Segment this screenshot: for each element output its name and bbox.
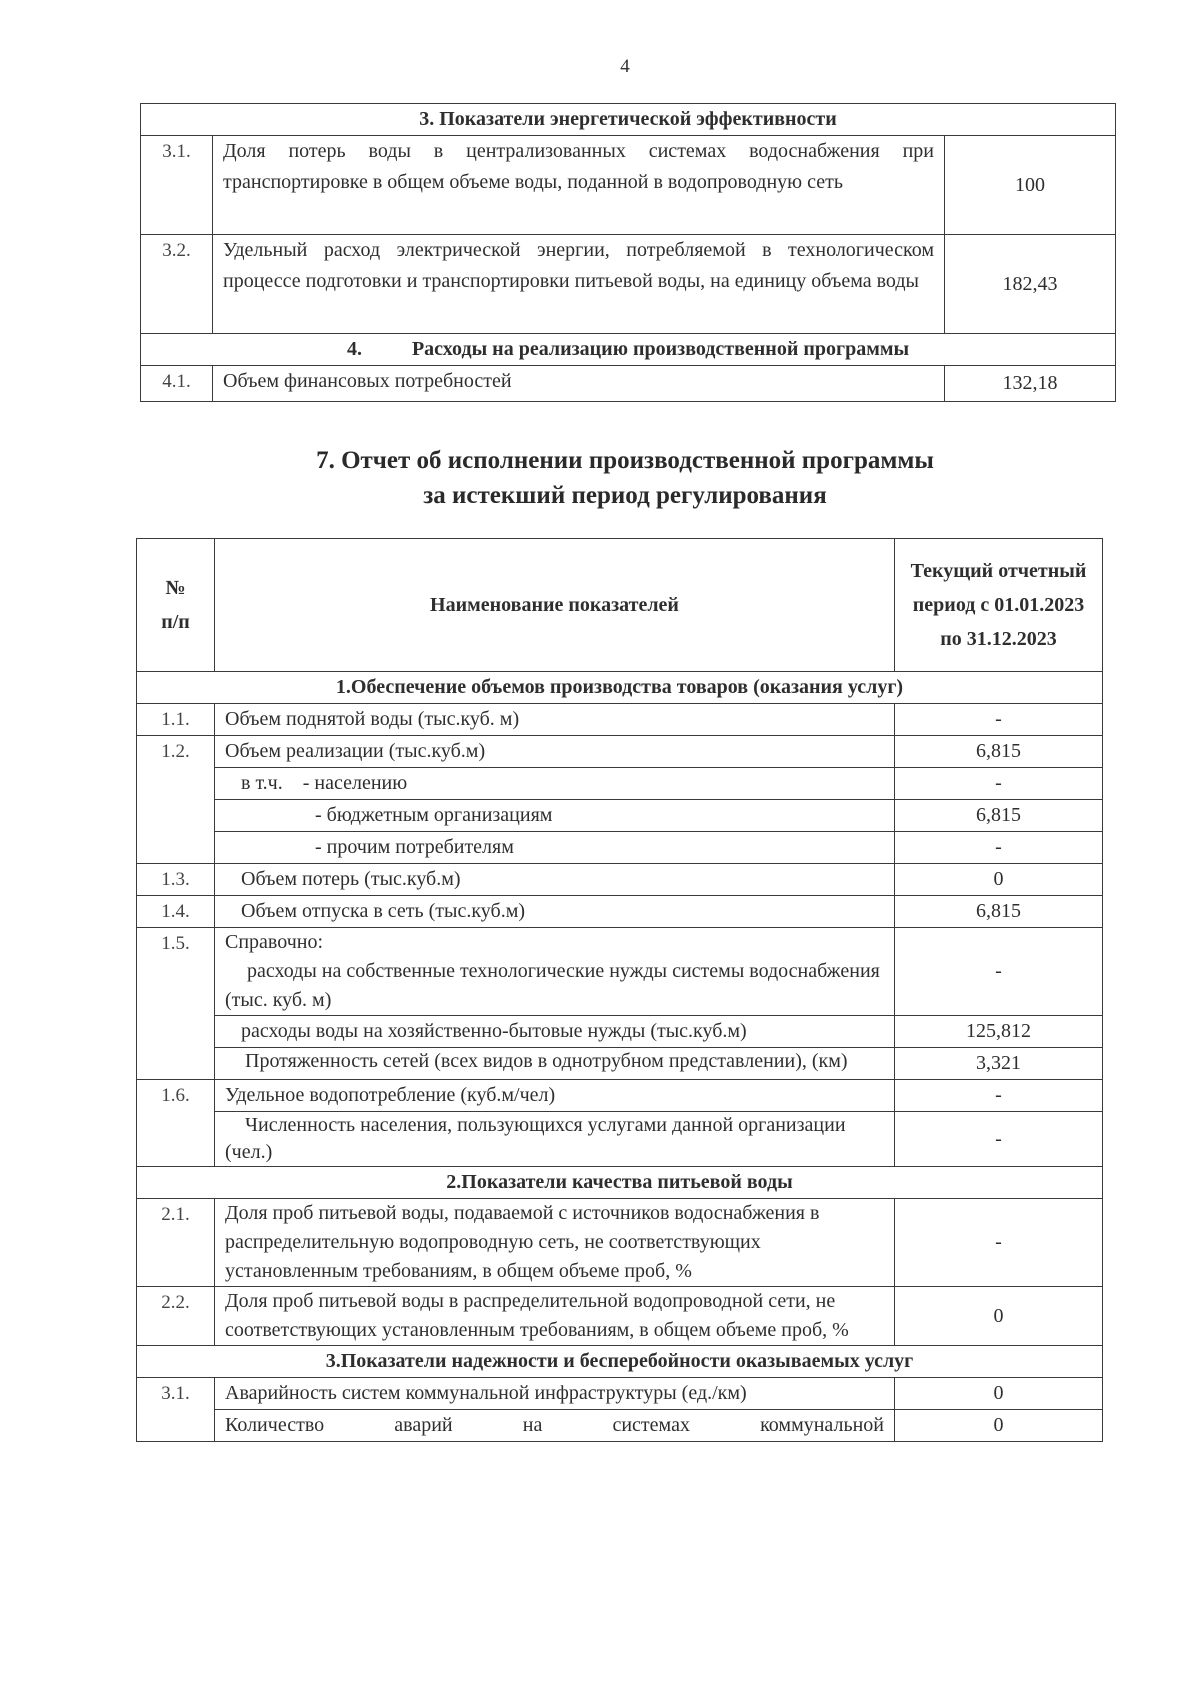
row-number: 3.2. bbox=[141, 235, 213, 334]
table-row bbox=[141, 136, 1116, 235]
row-text: Объем потерь (тыс.куб.м) bbox=[215, 864, 895, 896]
table-row bbox=[137, 1287, 1103, 1346]
row-text: Доля потерь воды в централизованных системах водоснабжения при транспортировке в общем объеме воды, поданной в водопроводную сеть bbox=[213, 136, 945, 235]
energy-efficiency-table bbox=[140, 103, 1116, 402]
table-row bbox=[137, 928, 1103, 1016]
row-value: - bbox=[895, 768, 1103, 800]
row-text: - прочим потребителям bbox=[215, 832, 895, 864]
row-value: 0 bbox=[895, 864, 1103, 896]
row-text: Протяженность сетей (всех видов в однотрубном представлении), (км) bbox=[215, 1048, 895, 1080]
table-row bbox=[137, 832, 1103, 864]
header-number: № п/п bbox=[137, 539, 215, 672]
table-row bbox=[137, 864, 1103, 896]
row-value: 0 bbox=[895, 1410, 1103, 1442]
row-value: - bbox=[895, 1080, 1103, 1112]
table-row bbox=[137, 800, 1103, 832]
row-value: 0 bbox=[895, 1378, 1103, 1410]
row-text: Удельный расход электрической энергии, потребляемой в технологическом процессе подготовки и транспортировки питьевой воды, на единицу объема воды bbox=[213, 235, 945, 334]
table-row bbox=[137, 1410, 1103, 1442]
table-row bbox=[137, 736, 1103, 768]
row-value: - bbox=[895, 832, 1103, 864]
row-text: Объем реализации (тыс.куб.м) bbox=[215, 736, 895, 768]
row-number: 2.2. bbox=[137, 1287, 215, 1346]
row-text: Объем поднятой воды (тыс.куб. м) bbox=[215, 704, 895, 736]
row-text: Объем финансовых потребностей bbox=[213, 366, 945, 402]
row-value: 125,812 bbox=[895, 1016, 1103, 1048]
row-text bbox=[215, 928, 895, 1016]
row-text: Доля проб питьевой воды, подаваемой с источников водоснабжения в распределительную водопроводную сеть, не соответствующих установленным требованиям, в общем объеме проб, % bbox=[215, 1199, 895, 1287]
table-row bbox=[137, 768, 1103, 800]
page-number: 4 bbox=[620, 56, 630, 77]
table-row bbox=[141, 235, 1116, 334]
report-title bbox=[0, 443, 1200, 513]
section-row bbox=[137, 1167, 1103, 1199]
report-table bbox=[136, 538, 1103, 1442]
row-number: 2.1. bbox=[137, 1199, 215, 1287]
table-row bbox=[137, 896, 1103, 928]
row-value: - bbox=[895, 1199, 1103, 1287]
row-value: 182,43 bbox=[945, 235, 1116, 334]
table-row bbox=[137, 1112, 1103, 1167]
row-value: 3,321 bbox=[895, 1048, 1103, 1080]
section-title: 3.Показатели надежности и бесперебойности оказываемых услуг bbox=[137, 1346, 1103, 1378]
row-text: Количество аварий на системах коммунальной bbox=[215, 1410, 895, 1442]
row-value: - bbox=[895, 1112, 1103, 1167]
row-label: Справочно: bbox=[225, 931, 324, 953]
row-value: - bbox=[895, 704, 1103, 736]
table-row bbox=[137, 1048, 1103, 1080]
row-number: 3.1. bbox=[137, 1378, 215, 1442]
report-title-line2: за истекший период регулирования bbox=[423, 482, 827, 509]
section-title bbox=[141, 334, 1116, 366]
row-number: 1.5. bbox=[137, 928, 215, 1080]
section-row bbox=[141, 104, 1116, 136]
row-value: 132,18 bbox=[945, 366, 1116, 402]
section-row bbox=[141, 334, 1116, 366]
row-text: Удельное водопотребление (куб.м/чел) bbox=[215, 1080, 895, 1112]
table-row bbox=[141, 366, 1116, 402]
table-row bbox=[137, 1199, 1103, 1287]
row-number: 1.1. bbox=[137, 704, 215, 736]
row-number: 4.1. bbox=[141, 366, 213, 402]
row-value: 100 bbox=[945, 136, 1116, 235]
row-text: расходы воды на хозяйственно-бытовые нужды (тыс.куб.м) bbox=[215, 1016, 895, 1048]
row-subtext: расходы на собственные технологические нужды системы водоснабжения (тыс. куб. м) bbox=[225, 960, 880, 1011]
section-number: 4. bbox=[346, 338, 362, 360]
row-text: Численность населения, пользующихся услугами данной организации (чел.) bbox=[215, 1112, 895, 1167]
table-row bbox=[137, 1080, 1103, 1112]
row-text: Аварийность систем коммунальной инфраструктуры (ед./км) bbox=[215, 1378, 895, 1410]
table-row bbox=[137, 704, 1103, 736]
row-number: 1.6. bbox=[137, 1080, 215, 1167]
row-value: 0 bbox=[895, 1287, 1103, 1346]
row-number: 1.4. bbox=[137, 896, 215, 928]
report-title-line1: 7. Отчет об исполнении производственной программы bbox=[316, 447, 934, 474]
section-row bbox=[137, 672, 1103, 704]
row-text: в т.ч. - населению bbox=[215, 768, 895, 800]
table-row bbox=[137, 1378, 1103, 1410]
row-value: - bbox=[895, 928, 1103, 1016]
section-title: 3. Показатели энергетической эффективности bbox=[141, 104, 1116, 136]
row-number: 1.3. bbox=[137, 864, 215, 896]
section-title: 2.Показатели качества питьевой воды bbox=[137, 1167, 1103, 1199]
header-row bbox=[137, 539, 1103, 672]
header-name: Наименование показателей bbox=[215, 539, 895, 672]
section-title-text: Расходы на реализацию производственной программы bbox=[411, 338, 910, 360]
row-text: Доля проб питьевой воды в распределительной водопроводной сети, не соответствующих установленным требованиям, в общем объеме проб, % bbox=[215, 1287, 895, 1346]
row-value: 6,815 bbox=[895, 736, 1103, 768]
section-row bbox=[137, 1346, 1103, 1378]
section-title: 1.Обеспечение объемов производства товаров (оказания услуг) bbox=[137, 672, 1103, 704]
row-text: Объем отпуска в сеть (тыс.куб.м) bbox=[215, 896, 895, 928]
header-period: Текущий отчетный период с 01.01.2023 по 31.12.2023 bbox=[895, 539, 1103, 672]
row-text: - бюджетным организациям bbox=[215, 800, 895, 832]
row-number: 3.1. bbox=[141, 136, 213, 235]
table-row bbox=[137, 1016, 1103, 1048]
row-value: 6,815 bbox=[895, 896, 1103, 928]
row-number: 1.2. bbox=[137, 736, 215, 864]
row-value: 6,815 bbox=[895, 800, 1103, 832]
